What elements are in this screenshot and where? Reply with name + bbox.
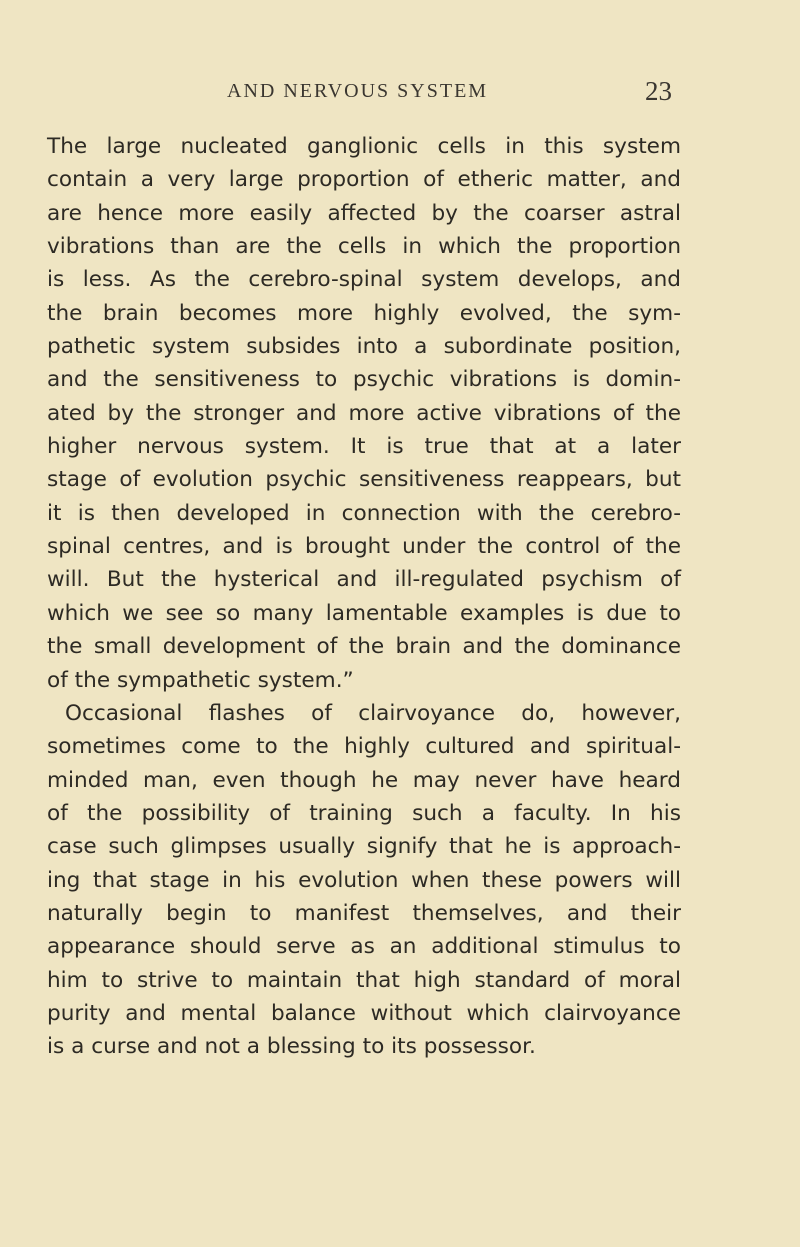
body-text — [47, 130, 681, 1064]
text-line: will. But the hysterical and ill-regulated psychism of — [47, 567, 681, 593]
text-line: him to strive to maintain that high standard of moral — [47, 967, 681, 993]
text-line: the brain becomes more highly evolved, the sym- — [47, 300, 681, 326]
text-line: spinal centres, and is brought under the control of the — [47, 534, 681, 560]
text-line: naturally begin to manifest themselves, and their — [47, 900, 681, 926]
text-line: appearance should serve as an additional stimulus to — [47, 934, 681, 960]
paragraph-start-line: Occasional flashes of clairvoyance do, however, — [65, 700, 681, 726]
text-line: purity and mental balance without which clairvoyance — [47, 1000, 681, 1026]
text-line: higher nervous system. It is true that at a later — [47, 434, 681, 460]
text-line: it is then developed in connection with the cerebro- — [47, 500, 681, 526]
text-line: The large nucleated ganglionic cells in this system — [47, 134, 681, 159]
text-line: are hence more easily affected by the coarser astral — [47, 200, 681, 226]
text-line: which we see so many lamentable examples is due to — [47, 600, 681, 626]
text-line: contain a very large proportion of etheric matter, and — [47, 167, 681, 193]
page-number: 23 — [645, 76, 672, 106]
paragraph-end-line: is a curse and not a blessing to its possessor. — [47, 1034, 536, 1060]
text-line: stage of evolution psychic sensitiveness reappears, but — [47, 467, 681, 493]
text-line: pathetic system subsides into a subordinate position, — [47, 334, 681, 360]
text-line: vibrations than are the cells in which the proportion — [47, 234, 681, 260]
paragraph-end-line: of the sympathetic system.” — [47, 667, 354, 693]
text-line: ated by the stronger and more active vibrations of the — [47, 400, 681, 426]
text-line: the small development of the brain and the dominance — [47, 634, 681, 660]
text-line: case such glimpses usually signify that he is approach- — [47, 834, 681, 860]
running-head: AND NERVOUS SYSTEM — [227, 80, 489, 102]
text-line: ing that stage in his evolution when these powers will — [47, 867, 681, 893]
text-line: minded man, even though he may never have heard — [47, 767, 681, 793]
text-line: and the sensitiveness to psychic vibrations is domin- — [47, 367, 681, 393]
text-line: sometimes come to the highly cultured and spiritual- — [47, 734, 681, 760]
text-line: of the possibility of training such a faculty. In his — [47, 800, 681, 826]
text-line: is less. As the cerebro-spinal system develops, and — [47, 267, 681, 293]
